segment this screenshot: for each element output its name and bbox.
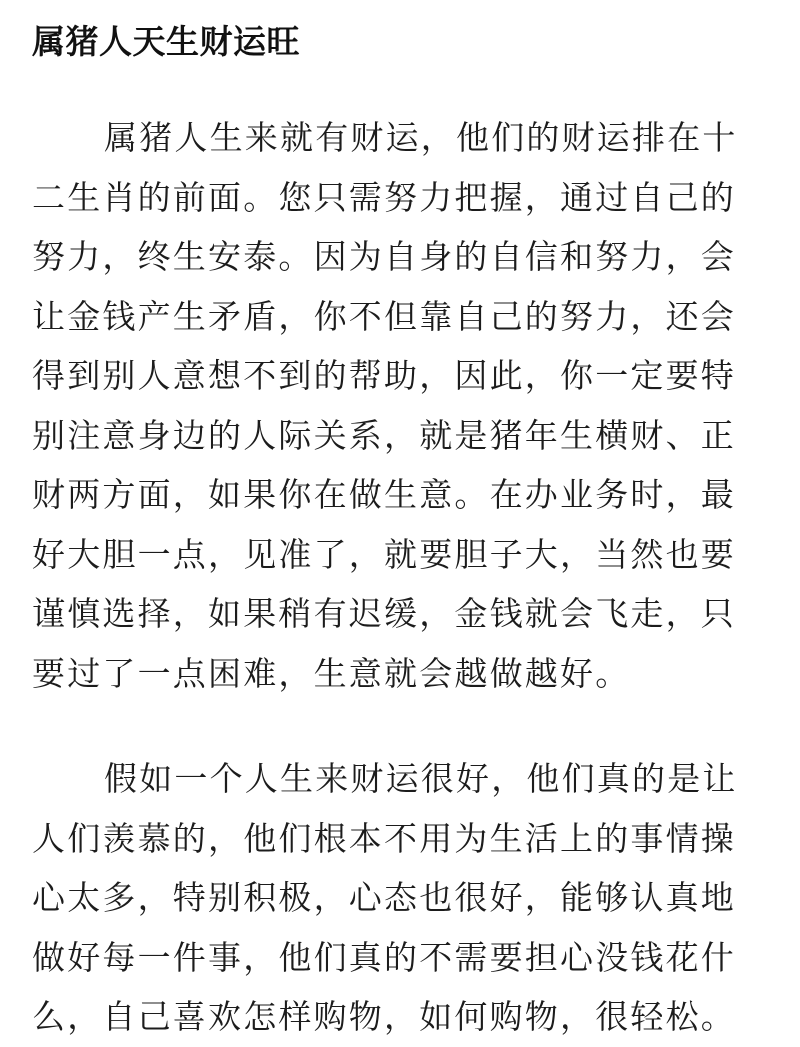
paragraph-line: 好大胆一点，见准了，就要胆子大，当然也要: [32, 534, 736, 574]
paragraph-line: 要过了一点困难，生意就会越做越好。: [32, 653, 631, 693]
paragraph-line: 假如一个人生来财运很好，他们真的是让: [104, 759, 738, 798]
article-title: 属猪人天生财运旺: [32, 22, 300, 61]
paragraph-line: 财两方面，如果你在做生意。在办业务时，最: [32, 475, 736, 514]
paragraph-line: 人们羡慕的，他们根本不用为生活上的事情操: [32, 818, 736, 858]
paragraph-line: 么，自己喜欢怎样购物，如何购物，很轻松。: [32, 997, 736, 1036]
paragraph-line: 做好每一件事，他们真的不需要担心没钱花什: [32, 937, 736, 977]
paragraph-line: 属猪人生来就有财运，他们的财运排在十: [104, 118, 738, 157]
paragraph-line: 别注意身边的人际关系，就是猪年生横财、正: [32, 415, 736, 455]
article-paragraph-2: [32, 749, 770, 1047]
paragraph-line: 让金钱产生矛盾，你不但靠自己的努力，还会: [32, 296, 736, 336]
paragraph-line: 谨慎选择，如果稍有迟缓，金钱就会飞走，只: [32, 594, 736, 633]
article-paragraph-1: [32, 108, 770, 703]
paragraph-line: 努力，终生安泰。因为自身的自信和努力，会: [32, 237, 736, 276]
paragraph-line: 心太多，特别积极，心态也很好，能够认真地: [32, 878, 736, 917]
paragraph-line: 得到别人意想不到的帮助，因此，你一定要特: [32, 356, 736, 395]
paragraph-line: 二生肖的前面。您只需努力把握，通过自己的: [32, 177, 736, 217]
